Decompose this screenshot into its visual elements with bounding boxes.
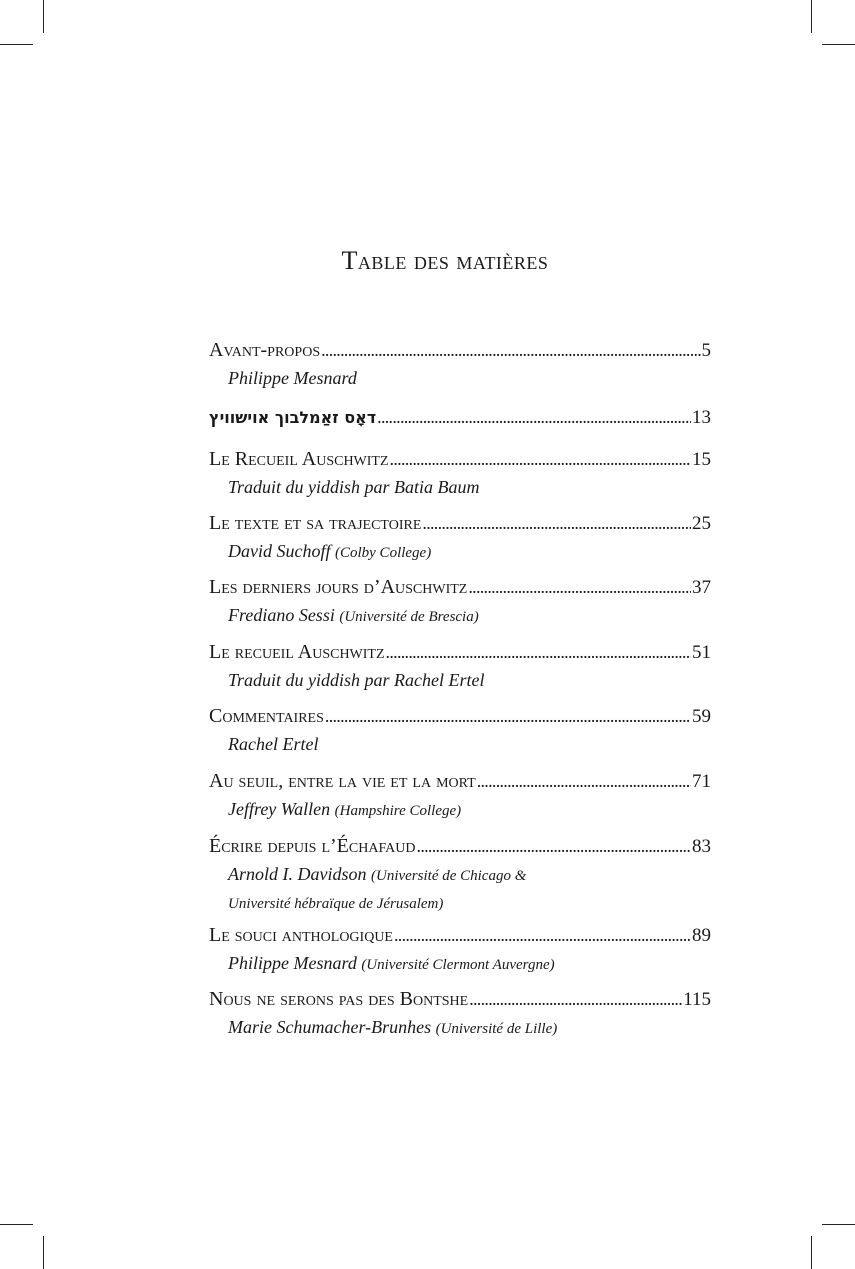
author-affiliation: (Université de Chicago & xyxy=(371,868,527,884)
dot-leader xyxy=(377,403,691,431)
entry-title: Au seuil, entre la vie et la mort xyxy=(209,770,476,792)
toc-entry-avant-propos xyxy=(209,336,711,391)
author-name: Traduit du yiddish par Batia Baum xyxy=(228,477,480,497)
dot-leader xyxy=(325,702,691,730)
toc-entry-ecrire-echafaud xyxy=(209,832,711,917)
entry-title: Le Recueil Auschwitz xyxy=(209,448,389,470)
dot-leader xyxy=(394,921,691,949)
toc-entry-au-seuil xyxy=(209,767,711,824)
entry-author xyxy=(209,861,711,889)
entry-title: Le souci anthologique xyxy=(209,924,393,946)
entry-title: Avant-propos xyxy=(209,339,321,361)
entry-author xyxy=(209,365,711,391)
entry-page-number: 51 xyxy=(692,642,711,663)
author-name: Rachel Ertel xyxy=(228,734,319,754)
toc-entry-yiddish-title xyxy=(209,403,711,432)
author-affiliation-continued: Université hébraïque de Jérusalem) xyxy=(228,896,444,912)
entry-title: Écrire depuis l’Échafaud xyxy=(209,835,416,857)
entry-title: Commentaires xyxy=(209,705,324,727)
author-name: Arnold I. Davidson xyxy=(228,864,367,884)
toc-entry-souci-anthologique xyxy=(209,921,711,978)
crop-mark-bottom-right-vertical xyxy=(811,1236,812,1269)
entry-page-number: 89 xyxy=(692,925,711,946)
toc-entry-commentaires xyxy=(209,702,711,757)
dot-leader xyxy=(321,336,700,364)
dot-leader xyxy=(390,445,691,473)
crop-mark-top-left-vertical xyxy=(43,0,44,33)
toc-entry-bontshe xyxy=(209,985,711,1042)
entry-author xyxy=(209,796,711,824)
crop-mark-bottom-left-vertical xyxy=(43,1236,44,1269)
entry-page-number: 71 xyxy=(692,771,711,792)
entry-page-number: 25 xyxy=(692,513,711,534)
dot-leader xyxy=(422,509,691,537)
crop-mark-top-left-horizontal xyxy=(0,44,33,45)
entry-page-number: 83 xyxy=(692,836,711,857)
entry-author-continued xyxy=(209,889,711,917)
entry-page-number: 59 xyxy=(692,706,711,727)
author-affiliation: (Université de Brescia) xyxy=(339,609,479,625)
entry-author xyxy=(209,1014,711,1042)
entry-page-number: 5 xyxy=(701,340,711,361)
crop-mark-top-right-vertical xyxy=(811,0,812,33)
author-name: Philippe Mesnard xyxy=(228,368,357,388)
entry-author xyxy=(209,474,711,500)
page-title: Table des matières xyxy=(341,246,549,275)
entry-page-number: 37 xyxy=(692,577,711,598)
entry-author xyxy=(209,538,711,566)
toc-entry-derniers-jours xyxy=(209,573,711,630)
author-name: Jeffrey Wallen xyxy=(228,799,331,819)
author-name: David Suchoff xyxy=(228,541,331,561)
entry-author xyxy=(209,602,711,630)
dot-leader xyxy=(477,767,691,795)
author-affiliation: (Université Clermont Auvergne) xyxy=(361,957,555,973)
author-name: Philippe Mesnard xyxy=(228,953,357,973)
dot-leader xyxy=(386,638,691,666)
entry-author xyxy=(209,667,711,693)
entry-title: דאָס זאַמלבוך אוישוויץ xyxy=(209,408,377,427)
entry-page-number: 115 xyxy=(683,989,711,1010)
entry-title: Les derniers jours d’Auschwitz xyxy=(209,576,468,598)
toc-entry-recueil-ertel xyxy=(209,638,711,693)
entry-page-number: 15 xyxy=(692,449,711,470)
author-name: Frediano Sessi xyxy=(228,605,335,625)
author-name: Marie Schumacher-Brunhes xyxy=(228,1017,432,1037)
author-affiliation: (Colby College) xyxy=(334,545,432,561)
entry-page-number: 13 xyxy=(692,407,711,428)
crop-mark-bottom-right-horizontal xyxy=(822,1224,855,1225)
entry-title: Le recueil Auschwitz xyxy=(209,641,385,663)
dot-leader xyxy=(469,985,682,1013)
dot-leader xyxy=(417,832,691,860)
author-affiliation: (Université de Lille) xyxy=(435,1021,558,1037)
entry-author xyxy=(209,731,711,757)
entry-author xyxy=(209,950,711,978)
author-name: Traduit du yiddish par Rachel Ertel xyxy=(228,670,485,690)
toc-entry-texte-trajectoire xyxy=(209,509,711,566)
toc-entry-recueil-baum xyxy=(209,445,711,500)
entry-title: Nous ne serons pas des Bontshe xyxy=(209,988,469,1010)
dot-leader xyxy=(468,573,691,601)
crop-mark-top-right-horizontal xyxy=(822,44,855,45)
entry-title: Le texte et sa trajectoire xyxy=(209,512,422,534)
author-affiliation: (Hampshire College) xyxy=(334,803,462,819)
crop-mark-bottom-left-horizontal xyxy=(0,1224,33,1225)
